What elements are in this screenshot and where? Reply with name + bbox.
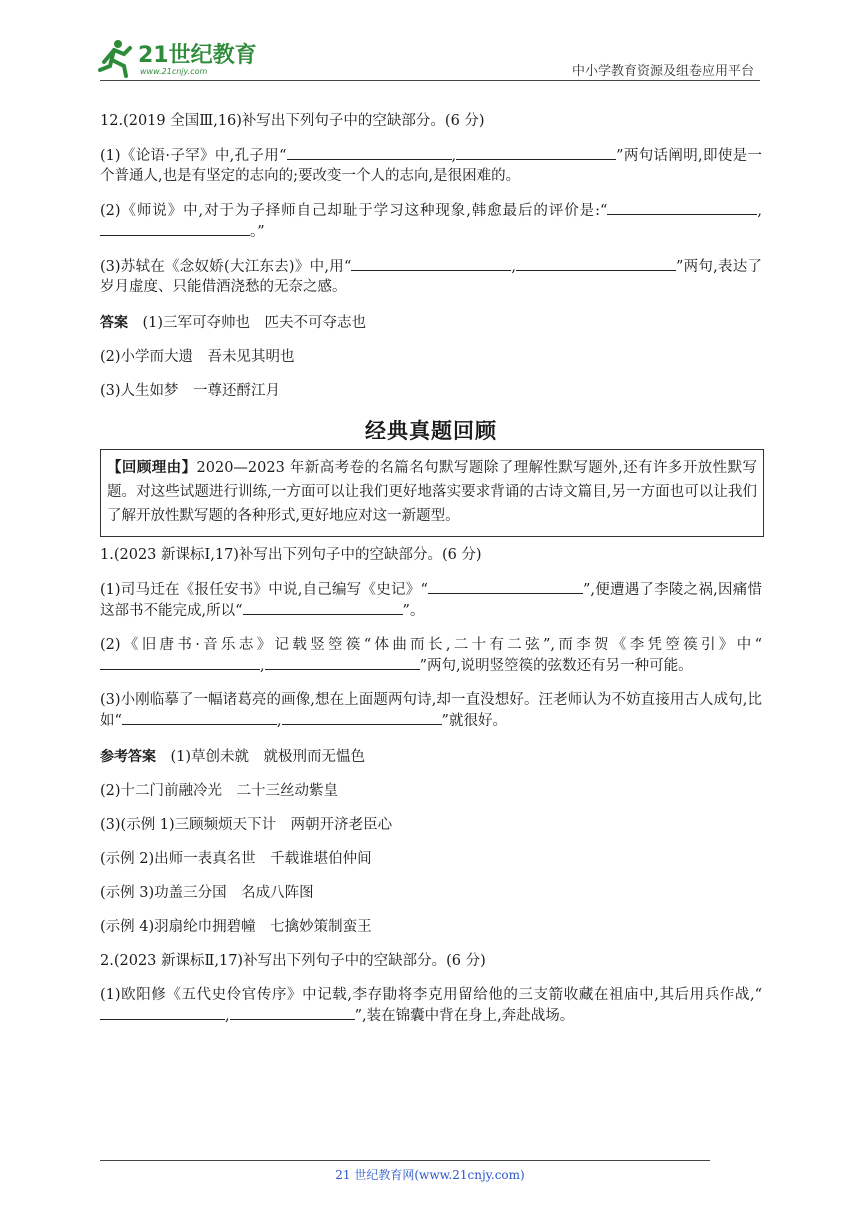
- header-divider: [100, 80, 760, 81]
- answer-blank: [428, 579, 583, 594]
- site-logo: [96, 36, 266, 80]
- logo-text: 21世纪教育: [138, 43, 257, 68]
- answer-blank: [282, 710, 442, 725]
- q1-title: 1.(2023 新课标Ⅰ,17)补写出下列句子中的空缺部分。(6 分): [100, 547, 482, 563]
- q12-part1: (1)《论语·子罕》中,孔子用“ , ”两句话阐明,即使是一个普通人,也是有坚定的志向的;要改变一个人的志向,是很困难的。: [100, 137, 762, 192]
- q1-part1: (1)司马迁在《报任安书》中说,自己编写《史记》“ ”,便遭遇了李陵之祸,因痛惜这部书不能完成,所以“ ”。: [100, 571, 762, 627]
- q1-answer-5: (示例 3)功盖三分国 名成八阵图: [100, 885, 314, 901]
- answer-blank: [100, 1005, 225, 1020]
- answer-blank: [230, 1005, 355, 1020]
- q1-answer-4: (示例 2)出师一表真名世 千载谁堪伯仲间: [100, 851, 372, 867]
- q1-answer-6: (示例 4)羽扇纶巾拥碧幢 七擒妙策制蛮王: [100, 919, 372, 935]
- answer-blank: [100, 655, 260, 670]
- answer-blank: [351, 256, 511, 271]
- q1-answer-1: 参考答案 (1)草创未就 就极刑而无愠色: [100, 749, 366, 765]
- logo-url: www.21cnjy.com: [140, 67, 208, 76]
- review-reason-box: [100, 449, 764, 537]
- q1-part2: (2)《旧唐书·音乐志》记载竖箜篌“体曲而长,二十有二弦”,而李贺《李凭箜篌引》中“, ”两句,说明竖箜篌的弦数还有另一种可能。: [100, 637, 762, 674]
- q1-answer-3: (3)(示例 1)三顾频烦天下计 两朝开济老臣心: [100, 817, 393, 833]
- answer-blank: [456, 145, 616, 160]
- answer-blank: [516, 256, 676, 271]
- q12-answer-1: 答案 (1)三军可夺帅也 匹夫不可夺志也: [100, 315, 367, 331]
- answer-blank: [607, 200, 757, 215]
- q12-answer-2: (2)小学而大遗 吾未见其明也: [100, 349, 295, 365]
- answer-label: 参考答案: [100, 749, 156, 765]
- q1-answer-2: (2)十二门前融冷光 二十三丝动紫皇: [100, 783, 339, 799]
- footer-link[interactable]: 21 世纪教育网(www.21cnjy.com): [335, 1168, 525, 1182]
- q12-part3: (3)苏轼在《念奴娇(大江东去)》中,用“ , ”两句,表达了岁月虚度、只能借酒浇愁的无奈之感。: [100, 248, 762, 303]
- review-label: 【回顾理由】: [107, 459, 197, 476]
- runner-icon: [100, 40, 130, 76]
- section-title: 经典真题回顾: [365, 419, 497, 443]
- q2-title: 2.(2023 新课标Ⅱ,17)补写出下列句子中的空缺部分。(6 分): [100, 953, 486, 969]
- answer-blank: [287, 145, 452, 160]
- q2-part1: (1)欧阳修《五代史伶官传序》中记载,李存勖将李克用留给他的三支箭收藏在祖庙中,其后用兵作战,“, ”,装在锦囊中背在身上,奔赴战场。: [100, 987, 762, 1024]
- answer-label: 答案: [100, 315, 128, 331]
- q1-part3: (3)小刚临摹了一幅诸葛亮的画像,想在上面题两句诗,却一直没想好。汪老师认为不妨直接用古人成句,比如“ , ”就很好。: [100, 692, 762, 729]
- answer-blank: [243, 600, 403, 615]
- review-reason-text: 【回顾理由】2020—2023 年新高考卷的名篇名句默写题除了理解性默写题外,还有许多开放性默写题。对这些试题进行训练,一方面可以让我们更好地落实要求背诵的古诗文篇目,另一方面也可以让我们了解开放性默写题的各种形式,更好地应对这一新题型。: [107, 459, 757, 524]
- q12-title: 12.(2019 全国Ⅲ,16)补写出下列句子中的空缺部分。(6 分): [100, 113, 485, 129]
- document-body: [100, 103, 762, 1032]
- answer-blank: [122, 710, 277, 725]
- footer-divider: [100, 1160, 710, 1161]
- q12-answer-3: (3)人生如梦 一尊还酹江月: [100, 383, 281, 399]
- answer-blank: [265, 655, 420, 670]
- q12-part2: (2)《师说》中,对于为子择师自己却耻于学习这种现象,韩愈最后的评价是:“ ,。”: [100, 192, 762, 248]
- platform-name: 中小学教育资源及组卷应用平台: [571, 64, 754, 79]
- answer-blank: [100, 221, 250, 236]
